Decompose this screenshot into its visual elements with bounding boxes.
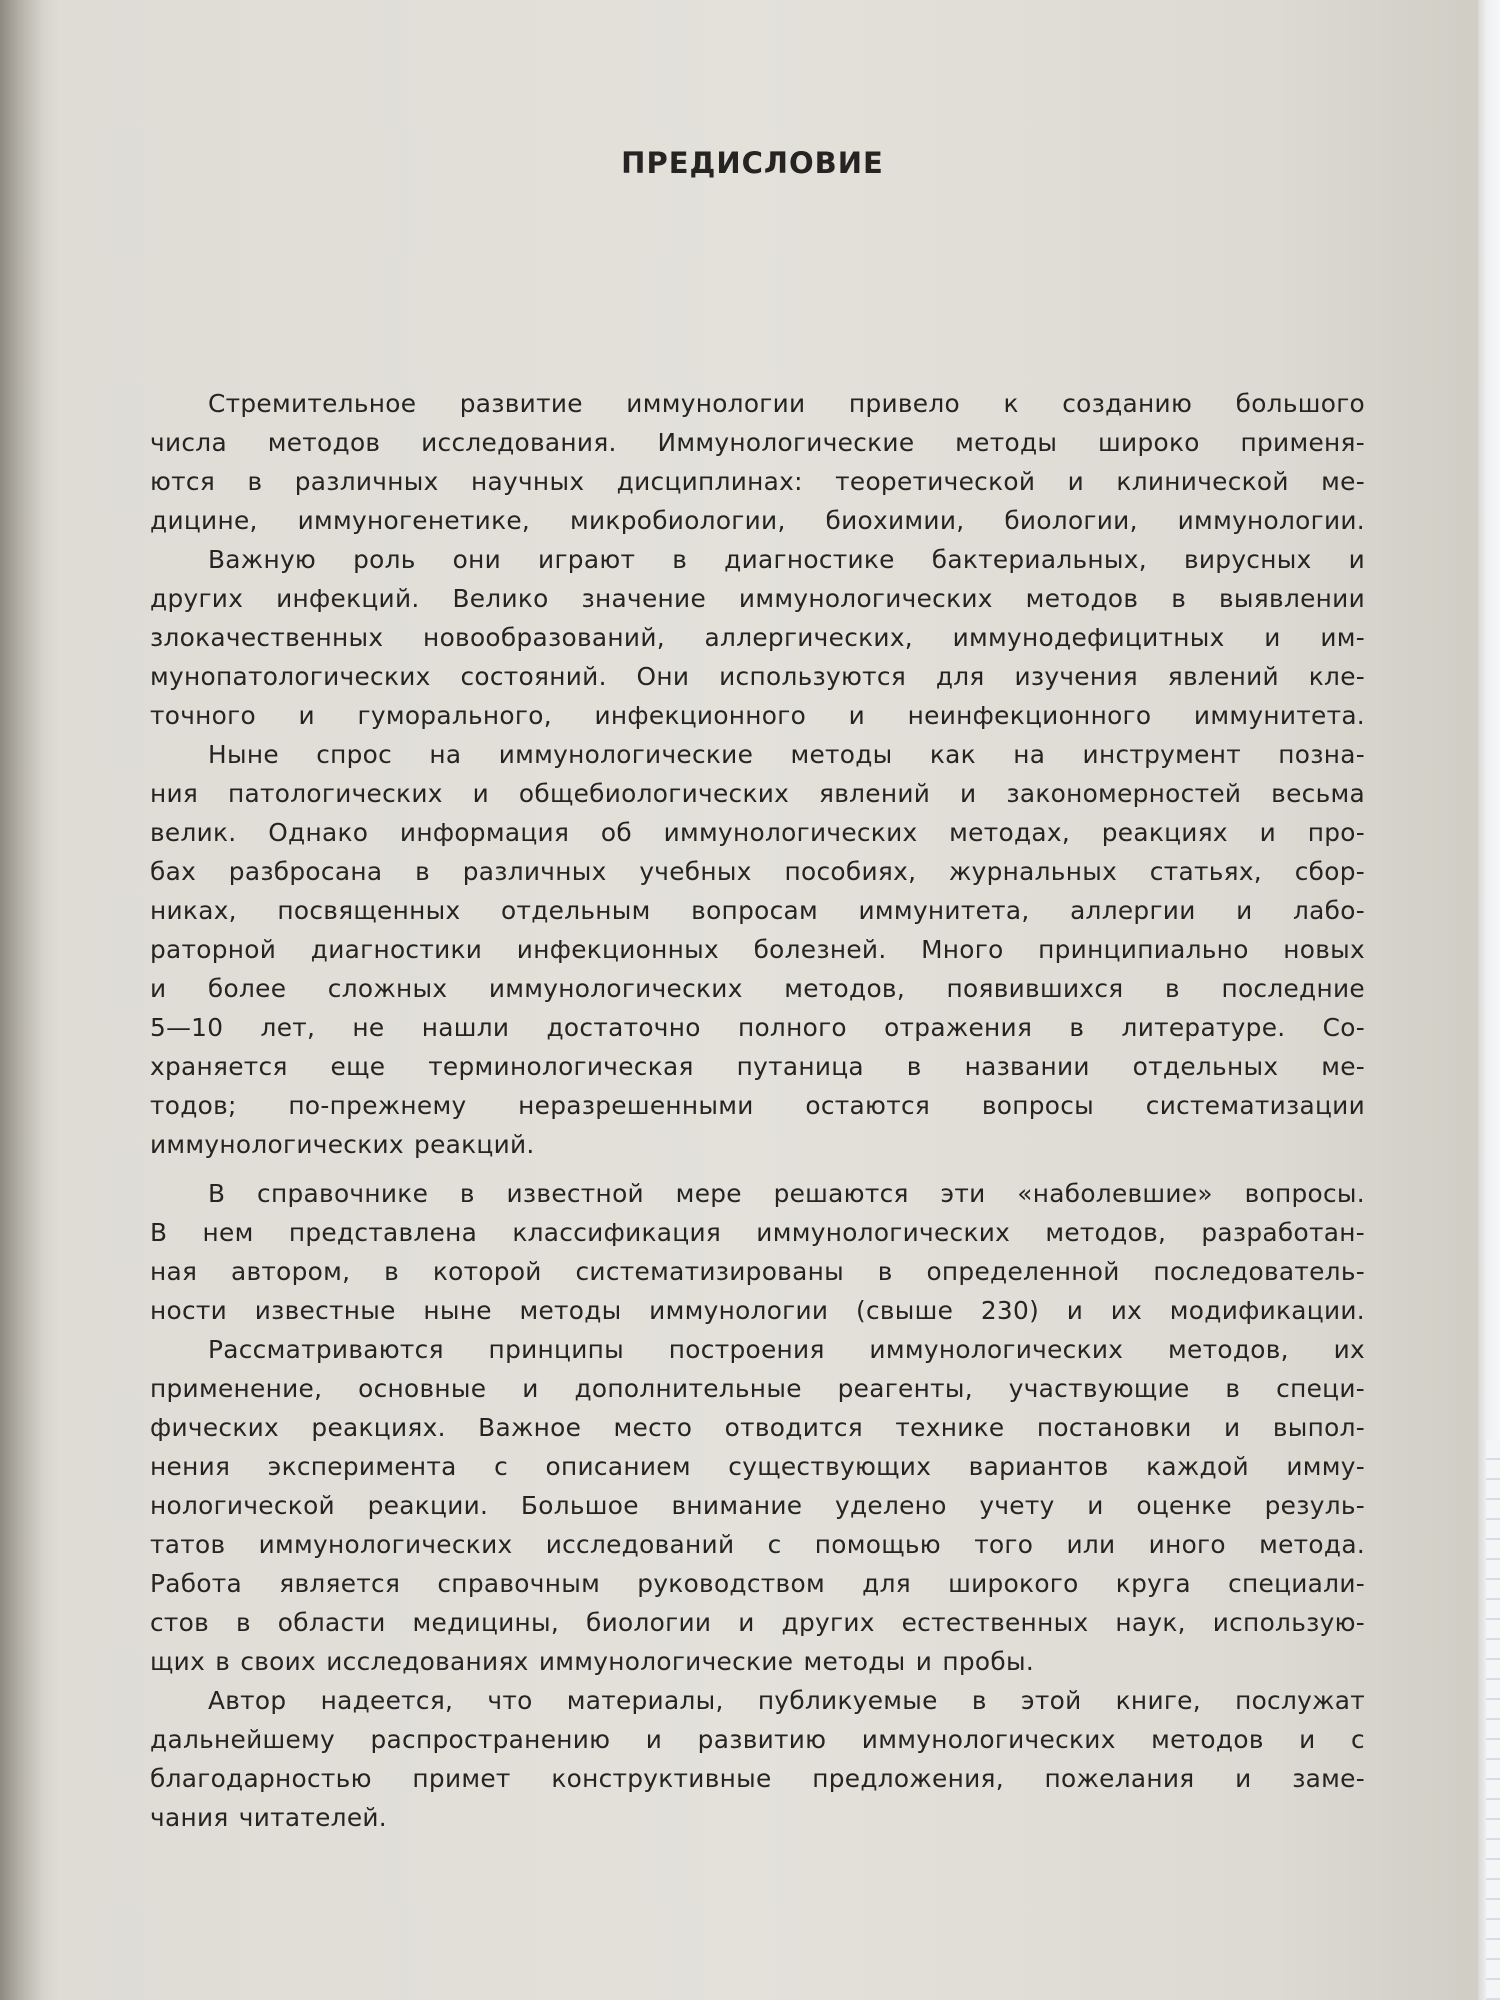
text-line: применение, основные и дополнительные реагенты, участвующие в специ-: [150, 1374, 1365, 1403]
text-line: В справочнике в известной мере решаются эти «наболевшие» вопросы.: [208, 1179, 1365, 1208]
text-line: раторной диагностики инфекционных болезней. Много принципиально новых: [150, 935, 1365, 964]
text-line: 5—10 лет, не нашли достаточно полного отражения в литературе. Со-: [150, 1013, 1365, 1042]
text-line: ности известные ныне методы иммунологии (свыше 230) и их модификации.: [150, 1296, 1365, 1325]
page-edge: [1478, 0, 1500, 2000]
text-line: Рассматриваются принципы построения иммунологических методов, их: [208, 1335, 1365, 1364]
text-line: Работа является справочным руководством для широкого круга специали-: [150, 1569, 1365, 1598]
preface-body: [150, 384, 1365, 1837]
paragraph-1: [150, 384, 1365, 540]
text-line: чания читателей.: [150, 1803, 387, 1832]
text-line: ния патологических и общебиологических явлений и закономерностей весьма: [150, 779, 1365, 808]
text-line: В нем представлена классификация иммунологических методов, разработан-: [150, 1218, 1365, 1247]
text-line: дальнейшему распространению и развитию иммунологических методов и с: [150, 1725, 1365, 1754]
text-line: Ныне спрос на иммунологические методы как на инструмент позна-: [208, 740, 1365, 769]
text-line: злокачественных новообразований, аллергических, иммунодефицитных и им-: [150, 623, 1365, 652]
text-line: других инфекций. Велико значение иммунологических методов в выявлении: [150, 584, 1365, 613]
text-line: щих в своих исследованиях иммунологические методы и пробы.: [150, 1647, 1035, 1676]
text-line: нологической реакции. Большое внимание уделено учету и оценке резуль-: [150, 1491, 1365, 1520]
text-line: ются в различных научных дисциплинах: теоретической и клинической ме-: [150, 467, 1365, 496]
text-line: Стремительное развитие иммунологии привело к созданию большого: [208, 389, 1365, 418]
paragraph-4: [150, 1174, 1365, 1330]
text-line: Важную роль они играют в диагностике бактериальных, вирусных и: [208, 545, 1365, 574]
text-line: ная автором, в которой систематизированы в определенной последователь-: [150, 1257, 1365, 1286]
text-line: дицине, иммуногенетике, микробиологии, биохимии, биологии, иммунологии.: [150, 506, 1365, 535]
text-line: бах разбросана в различных учебных пособиях, журнальных статьях, сбор-: [150, 857, 1365, 886]
paragraph-2: [150, 540, 1365, 735]
paragraph-3: [150, 735, 1365, 1164]
text-line: Автор надеется, что материалы, публикуемые в этой книге, послужат: [208, 1686, 1365, 1715]
text-line: и более сложных иммунологических методов, появившихся в последние: [150, 974, 1365, 1003]
text-line: числа методов исследования. Иммунологические методы широко применя-: [150, 428, 1365, 457]
text-line: велик. Однако информация об иммунологических методах, реакциях и про-: [150, 818, 1365, 847]
text-line: храняется еще терминологическая путаница в названии отдельных ме-: [150, 1052, 1365, 1081]
printed-page: [150, 130, 1365, 1837]
text-line: мунопатологических состояний. Они используются для изучения явлений кле-: [150, 662, 1365, 691]
page-title: ПРЕДИСЛОВИЕ: [621, 146, 884, 180]
text-line: татов иммунологических исследований с помощью того или иного метода.: [150, 1530, 1365, 1559]
paragraph-6: [150, 1681, 1365, 1837]
text-line: фических реакциях. Важное место отводится технике постановки и выпол-: [150, 1413, 1365, 1442]
text-line: никах, посвященных отдельным вопросам иммунитета, аллергии и лабо-: [150, 896, 1365, 925]
text-line: нения эксперимента с описанием существующих вариантов каждой имму-: [150, 1452, 1365, 1481]
text-line: иммунологических реакций.: [150, 1130, 535, 1159]
text-line: точного и гуморального, инфекционного и неинфекционного иммунитета.: [150, 701, 1365, 730]
text-line: благодарностью примет конструктивные предложения, пожелания и заме-: [150, 1764, 1365, 1793]
text-line: тодов; по-прежнему неразрешенными остаются вопросы систематизации: [150, 1091, 1365, 1120]
text-line: стов в области медицины, биологии и других естественных наук, использую-: [150, 1608, 1365, 1637]
book-spine-shadow: [0, 0, 42, 2000]
paragraph-5: [150, 1330, 1365, 1681]
